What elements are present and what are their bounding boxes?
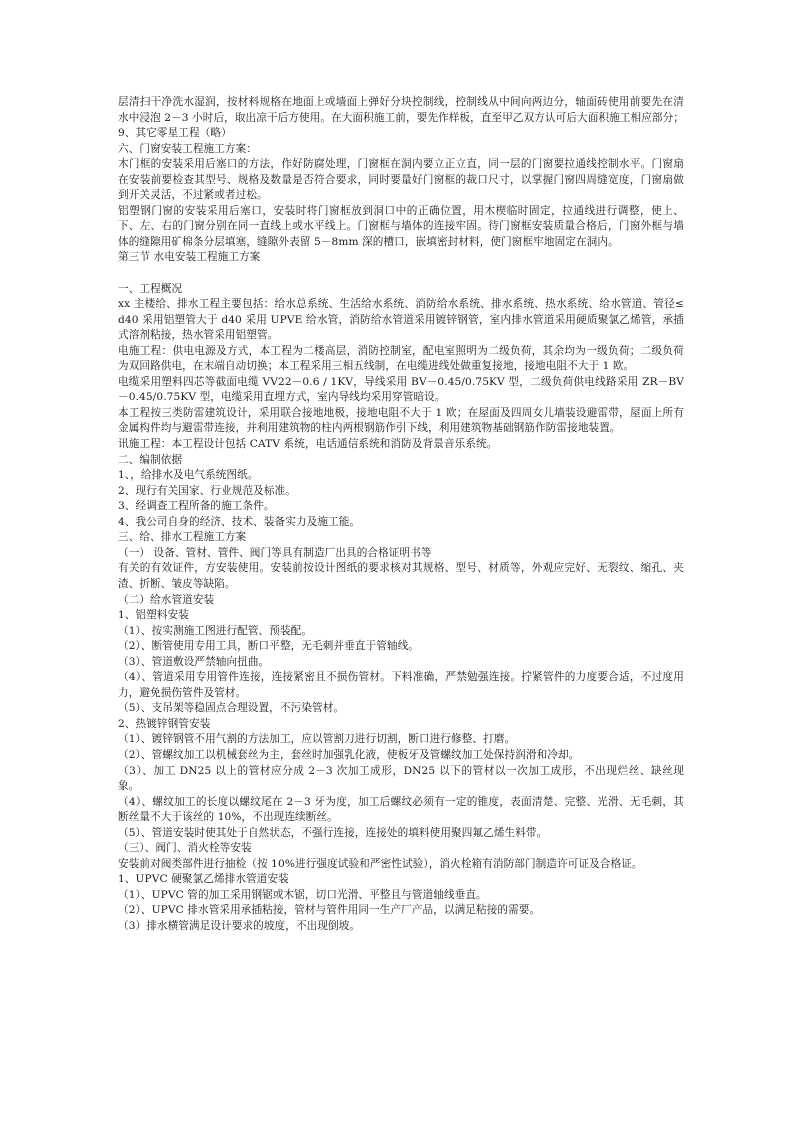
subsection-heading: 2、热镀锌钢管安装 [118, 717, 211, 730]
list-item: （1）、镀锌钢管不用气割的方法加工，应以管割刀进行切割，断口进行修整、打磨。 [118, 733, 516, 746]
paragraph: 讯施工程：本工程设计包括 CATV 系统，电话通信系统和消防及背景音乐系统。 [118, 438, 498, 451]
list-item: 2、现行有关国家、行业规范及标准。 [118, 484, 296, 497]
list-item: （3）排水横管满足设计要求的坡度，不出现倒坡。 [118, 919, 361, 932]
section-heading: 三、给、排水工程施工方案 [118, 531, 247, 544]
list-item: （2）、管螺纹加工以机械套丝为主，套丝时加强乳化液，使板牙及管螺纹加工处保持润滑和冷却。 [118, 748, 580, 761]
list-item: 3、经调查工程所备的施工条件。 [118, 500, 275, 513]
section-heading: 一、工程概况 [118, 282, 183, 295]
list-item: 1、，给排水及电气系统图纸。 [118, 469, 259, 482]
subsection-heading: 1、铝塑料安装 [118, 609, 190, 622]
list-item: 4、我公司自身的经济、技术、装备实力及施工能。 [118, 515, 361, 528]
list-item: （2）、断管使用专用工具，断口平整，无毛刺并垂直于管轴线。 [118, 640, 419, 653]
list-item: （3）、管道敷设严禁轴向扭曲。 [118, 655, 270, 668]
section-title: 第三节 水电安装工程施工方案 [118, 251, 261, 264]
paragraph: 木门框的安装采用后塞口的方法，作好防腐处理，门窗框在洞内要立正立直，同一层的门窗要拉通线控制水平。门窗扇在安装前要检查其型号、规格及数量是否符合要求，同时要量好门窗框的裁口尺寸，以掌握门窗四周缝宽度，门窗扇做到开关灵活，不过紧或者过松。 [118, 158, 684, 202]
list-item: （1）、按实测施工图进行配管、预装配。 [118, 624, 313, 637]
paragraph: 电施工程：供电电源及方式，本工程为二楼高层，消防控制室，配电室照明为二级负荷，其余均为一级负荷；二级负荷为双回路供电，在末端自动切换；本工程采用三相五线制，在电缆进线处做重复接地，接地电阻不大于 1 欧。 [118, 344, 684, 373]
subsection-heading: 1、UPVC 硬聚氯乙烯排水管道安装 [118, 873, 289, 886]
paragraph: 安装前对阀类部件进行抽检（按 10%进行强度试验和严密性试验），消火栓箱有消防部门制造许可证及合格证。 [118, 857, 643, 870]
list-item: （1）、UPVC 管的加工采用钢锯或木锯，切口光滑、平整且与管道轴线垂直。 [118, 888, 487, 901]
subsection-heading: （三）、阀门、消火栓等安装 [118, 842, 252, 855]
paragraph: 9、其它零星工程（略） [118, 127, 232, 140]
document-body [118, 95, 684, 935]
list-item: （5）、支吊架等稳固点合理设置，不污染管材。 [118, 702, 345, 715]
list-item: （5）、管道安装时使其处于自然状态，不强行连接，连接处的填料使用聚四氟乙烯生料带。 [118, 826, 548, 839]
subsection-heading: （二）给水管道安装 [118, 593, 215, 606]
section-heading: 二、编制依据 [118, 453, 183, 466]
list-item: （3）、加工 DN25 以上的管材应分成 2－3 次加工成形，DN25 以下的管材以一次加工成形，不出现烂丝、缺丝现象。 [118, 764, 684, 793]
paragraph: xx 主楼给、排水工程主要包括：给水总系统、生活给水系统、消防给水系统、排水系统、热水系统、给水管道、管径≤d40 采用铝塑管大于 d40 采用 UPVE 给水管，消防给水管道采用镀锌钢管，室内排水管道采用硬质聚氯乙烯管，承插式溶剂粘接，热水管采用铝塑管。 [118, 298, 684, 342]
paragraph: 铝塑钢门窗的安装采用后塞口，安装时将门窗框放到洞口中的正确位置，用木楔临时固定，拉通线进行调整，使上、下、左、右的门窗分别在同一直线上或水平线上。门窗框与墙体的连接牢固。待门窗框安装质量合格后，门窗外框与墙体的缝隙用矿棉条分层填塞，缝隙外表留 5－8mm 深的槽口，嵌填密封材料，使门窗框牢地固定在洞内。 [118, 204, 684, 248]
paragraph: 层清扫干净洗水湿润，按材料规格在地面上或墙面上弹好分块控制线，控制线从中间向两边分，轴面砖使用前要先在清水中浸泡 2－3 小时后，取出凉干后方使用。在大面积施工前，要先作样板，直至甲乙双方认可后大面积施工相应部分； [118, 96, 684, 124]
blank-line [118, 266, 684, 282]
paragraph: 电缆采用塑料四芯等截面电缆 VV22－0.6 / 1KV，导线采用 BV－0.45/0.75KV 型，二级负荷供电线路采用 ZR－BV－0.45/0.75KV 型，电缆采用直埋方式，室内导线均采用穿管暗设。 [118, 375, 684, 404]
list-item: （4）、管道采用专用管件连接，连接紧密且不损伤管材。下料准确，严禁勉强连接。拧紧管件的力度要合适，不过度用力，避免损伤管件及管材。 [118, 671, 684, 699]
paragraph: （一） 设备、管材、管件、阀门等具有制造厂出具的合格证明书等 [118, 546, 432, 559]
section-heading: 六、门窗安装工程施工方案： [118, 142, 258, 155]
list-item: （2）、UPVC 排水管采用承插粘接，管材与管件用同一生产厂产品，以满足粘接的需要。 [118, 904, 541, 917]
list-item: （4）、螺纹加工的长度以螺纹尾在 2－3 牙为度，加工后螺纹必须有一定的锥度，表面清楚、完整、光滑、无毛刺，其断丝量不大于该丝的 10%，不出现连续断丝。 [118, 795, 684, 824]
paragraph: 有关的有效证件，方安装使用。安装前按设计图纸的要求核对其规格、型号、材质等，外观应完好、无裂纹、缩孔、夹渣、折断、皱皮等缺陷。 [118, 562, 684, 590]
paragraph: 本工程按三类防雷建筑设计，采用联合接地地极，接地电阻不大于 1 欧；在屋面及四周女儿墙装设避雷带，屋面上所有金属构件均与避雷带连接，并利用建筑物的柱内两根钢筋作引下线，利用建筑物基础钢筋作防雷接地装置。 [118, 406, 684, 435]
